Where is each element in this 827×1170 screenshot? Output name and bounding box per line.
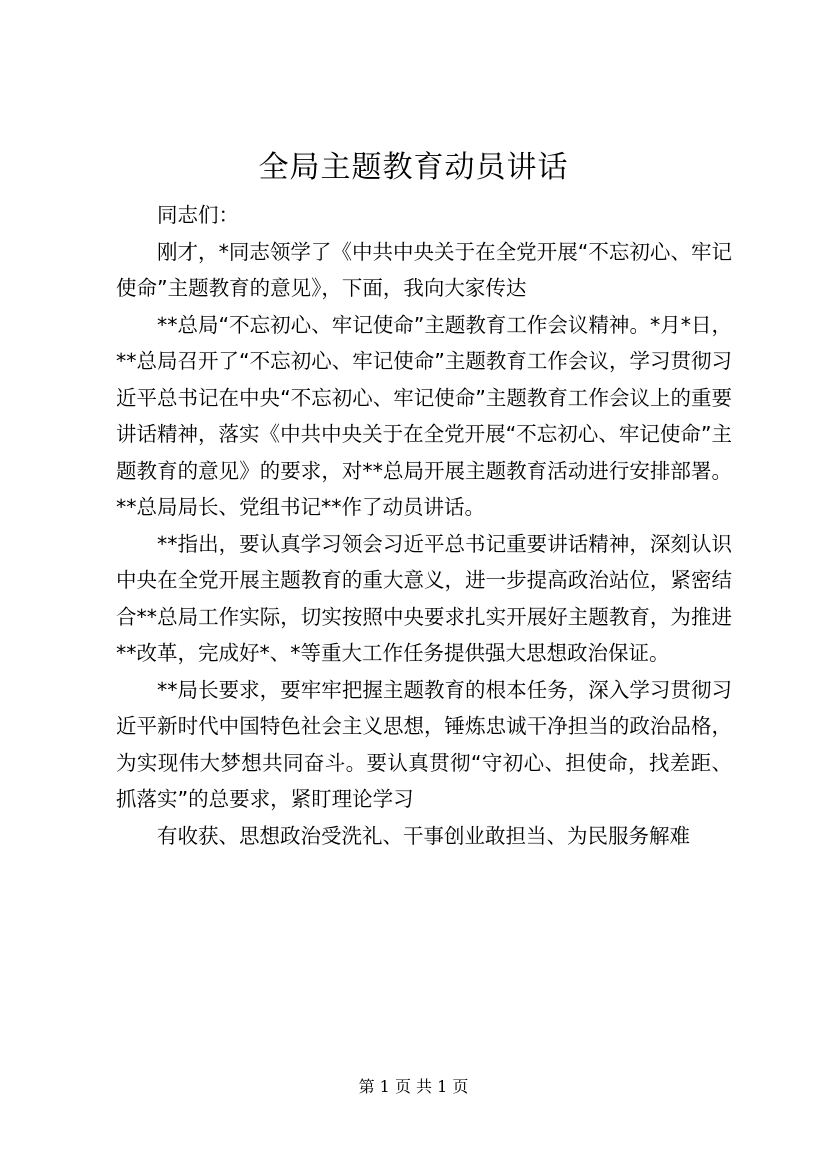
paragraph: **局长要求，要牢牢把握主题教育的根本任务，深入学习贯彻习近平新时代中国特色社会主义思想，锤炼忠诚干净担当的政治品格，为实现伟大梦想共同奋斗。要认真贯彻“守初心、担使命，找差距、抓落实”的总要求，紧盯理论学习 [116, 677, 732, 811]
paragraph: 刚才，*同志领学了《中共中央关于在全党开展“不忘初心、牢记使命”主题教育的意见》，下面，我向大家传达 [116, 239, 732, 300]
paragraph: 有收获、思想政治受洗礼、干事创业敢担当、为民服务解难 [157, 823, 690, 848]
document-body [116, 197, 732, 854]
paragraph: **指出，要认真学习领会习近平总书记重要讲话精神，深刻认识中央在全党开展主题教育的重大意义，进一步提高政治站位，紧密结合**总局工作实际，切实按照中央要求扎实开展好主题教育，为推进**改革，完成好*、*等重大工作任务提供强大思想政治保证。 [116, 531, 732, 665]
page-number-footer: 第 1 页 共 1 页 [358, 1077, 469, 1096]
paragraph: **总局“不忘初心、牢记使命”主题教育工作会议精神。*月*日，**总局召开了“不忘初心、牢记使命”主题教育工作会议，学习贯彻习近平总书记在中央“不忘初心、牢记使命”主题教育工作会议上的重要讲话精神，落实《中共中央关于在全党开展“不忘初心、牢记使命”主题教育的意见》的要求，对**总局开展主题教育活动进行安排部署。**总局局长、党组书记**作了动员讲话。 [116, 312, 732, 519]
salutation: 同志们： [157, 203, 239, 227]
document-title: 全局主题教育动员讲话 [258, 150, 569, 185]
